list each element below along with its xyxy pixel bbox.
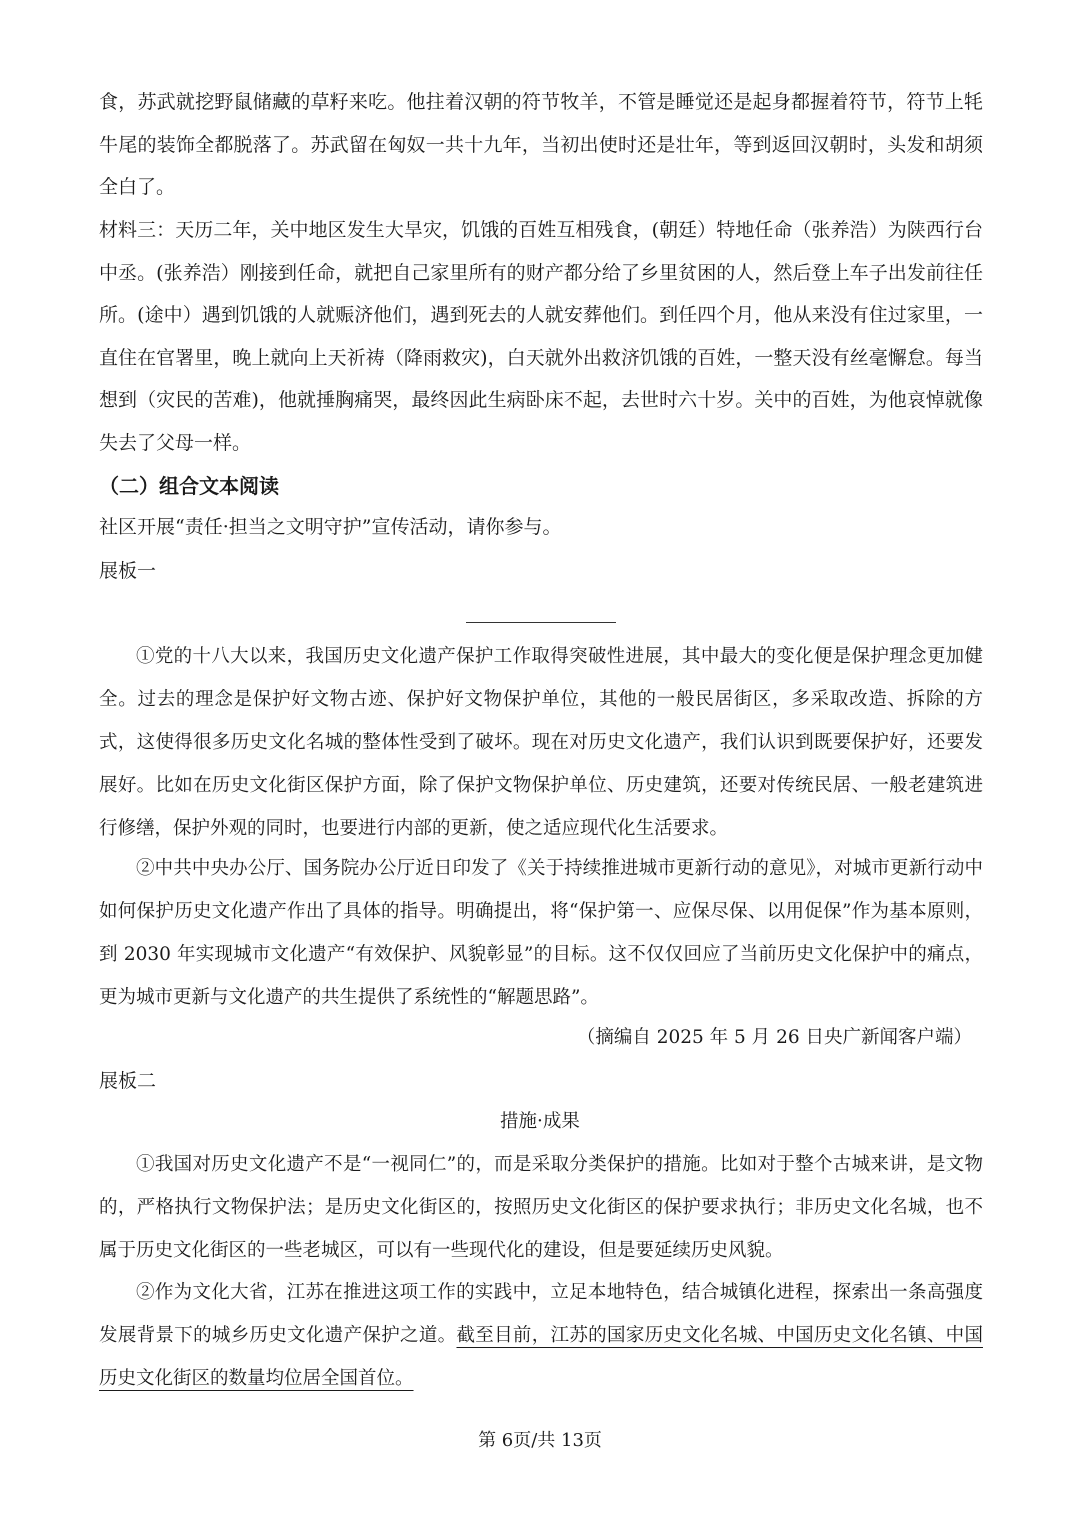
- board-one-paragraph-2: ②中共中央办公厅、国务院办公厅近日印发了《关于持续推进城市更新行动的意见》，对城市更新行动中如何保护历史文化遗产作出了具体的指导。明确提出，将“保护第一、应保尽保、以用促保”作为基本原则，到 2030 年实现城市文化遗产“有效保护、风貌彰显”的目标。这不仅仅回应了当前历史文化保护中的痛点，更为城市更新与文化遗产的共生提供了系统性的“解题思路”。: [99, 858, 983, 1008]
- section-heading: （二）组合文本阅读: [99, 474, 279, 498]
- board-two-label: 展板二: [99, 1070, 157, 1092]
- page-number-footer: 第 6页/共 13页: [478, 1430, 602, 1451]
- board-two-paragraph-1: ①我国对历史文化遗产不是“一视同仁”的，而是采取分类保护的措施。比如对于整个古城来讲，是文物的，严格执行文物保护法；是历史文化街区的，按照历史文化街区的保护要求执行；非历史文化名城，也不属于历史文化街区的一些老城区，可以有一些现代化的建设，但是要延续历史风貌。: [99, 1154, 983, 1261]
- board-two-underlined-sentence: 截至目前，江苏的国家历史文化名城、中国历史文化名镇、中国历史文化街区的数量均位居全国首位。: [99, 1325, 983, 1389]
- board-one-paragraph-1: ①党的十八大以来，我国历史文化遗产保护工作取得突破性进展，其中最大的变化便是保护理念更加健全。过去的理念是保护好文物古迹、保护好文物保护单位，其他的一般民居街区，多采取改造、拆除的方式，这使得很多历史文化名城的整体性受到了破坏。现在对历史文化遗产，我们认识到既要保护好，还要发展好。比如在历史文化街区保护方面，除了保护文物保护单位、历史建筑，还要对传统民居、一般老建筑进行修缮，保护外观的同时，也要进行内部的更新，使之适应现代化生活要求。: [99, 646, 983, 839]
- material-three-paragraph: 材料三：天历二年，关中地区发生大旱灾，饥饿的百姓互相残食，(朝廷）特地任命（张养浩）为陕西行台中丞。(张养浩）刚接到任命，就把自己家里所有的财产都分给了乡里贫困的人，然后登上车子出发前往任所。(途中）遇到饥饿的人就赈济他们，遇到死去的人就安葬他们。到任四个月，他从来没有住过家里，一直住在官署里，晚上就向上天祈祷（降雨救灾)，白天就外出救济饥饿的百姓，一整天没有丝毫懈怠。每当想到（灾民的苦难)，他就捶胸痛哭，最终因此生病卧床不起，去世时六十岁。关中的百姓，为他哀悼就像失去了父母一样。: [99, 219, 983, 454]
- title-blank-line: [466, 622, 616, 623]
- board-two-paragraph-2: [99, 1271, 983, 1400]
- activity-intro: 社区开展“责任·担当之文明守护”宣传活动，请你参与。: [99, 516, 562, 538]
- board-one-label: 展板一: [99, 560, 157, 582]
- material-two-ending: 食，苏武就挖野鼠储藏的草籽来吃。他拄着汉朝的符节牧羊，不管是睡觉还是起身都握着符节，符节上牦牛尾的装饰全都脱落了。苏武留在匈奴一共十九年，当初出使时还是壮年，等到返回汉朝时，头发和胡须全白了。: [99, 91, 983, 198]
- board-two-paragraph-2-text: ②作为文化大省，江苏在推进这项工作的实践中，立足本地特色，结合城镇化进程，探索出一条高强度发展背景下的城乡历史文化遗产保护之道。: [99, 1282, 983, 1346]
- board-one-source: （摘编自 2025 年 5 月 26 日央广新闻客户端）: [576, 1027, 972, 1048]
- board-two-title: 措施·成果: [500, 1111, 580, 1132]
